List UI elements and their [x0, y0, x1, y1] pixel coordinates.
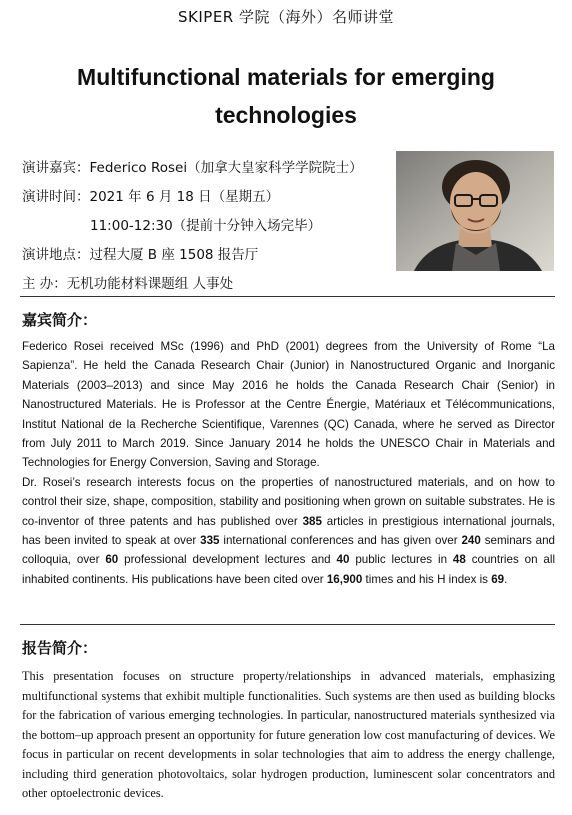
abstract-heading: 报告简介：	[22, 639, 98, 657]
bio-paragraph-2: Dr. Rosei’s research interests focus on the properties of nanostructured materials, and on how to control their size, shape, composition, stability and positioning when grown on suitable substrates. He is co-inventor of three patents and has published over 385 articles in prestigious international journals, has been invited to speak at over 335 international conferences and has given over 240 seminars and colloquia, over 60 professional development lectures and 40 public lectures in 48 countries on all inhabited continents. His publications have been cited over 16,900 times and his H index is 69.	[22, 475, 556, 586]
lecture-title: Multifunctional materials for emerging technologies	[77, 64, 495, 128]
lecture-abstract: This presentation focuses on structure property/relationships in advanced materials, emphasizing multifunctional systems that exhibit multiple functionalities. Such systems are then used as building blocks for the fabrication of various emerging technologies. In particular, nanostructured materials synthesized via the bottom–up approach present an opportunity for future generation low cost manufacturing of devices. We focus in particular on recent developments in solar technologies that aim to address the energy challenge, including third generation photovoltaics, solar hydrogen production, luminescent solar concentrators and other optoelectronic devices.	[22, 669, 555, 800]
articles-count: 385	[302, 514, 322, 528]
speaker-line: 演讲嘉宾：Federico Rosei（加拿大皇家科学学院院士）	[22, 160, 363, 176]
time-detail-line: 11:00-12:30（提前十分钟入场完毕）	[90, 218, 322, 234]
countries-count: 48	[452, 553, 466, 567]
public-lectures-count: 40	[336, 553, 350, 567]
section-divider	[20, 624, 555, 625]
bio-paragraph-1: Federico Rosei received MSc (1996) and PhD (2001) degrees from the University of Rome “La Sapienza”. He held the Canada Research Chair (Junior) in Nanostructured Organic and Inorganic Materials (2003–2013) and since May 2016 he holds the Canada Research Chair (Senior) in Nanostructured Materials. He is Professor at the Centre Énergie, Matériaux et Télécommunications, Institut National de la Recherche Scientifique, Varennes (QC) Canada, where he served as Director from July 2011 to March 2019. Since January 2014 he holds the UNESCO Chair in Materials and Technologies for Energy Conversion, Saving and Storage.	[22, 340, 555, 470]
speaker-bio	[22, 337, 555, 589]
section-divider	[20, 296, 555, 297]
seminars-count: 240	[461, 534, 481, 548]
speaker-portrait-image	[396, 151, 554, 271]
citations-count: 16,900	[326, 572, 363, 586]
time-line: 演讲时间：2021 年 6 月 18 日（星期五）	[22, 189, 280, 205]
host-line: 主 办：无机功能材料课题组 人事处	[22, 276, 234, 292]
bio-heading: 嘉宾简介：	[22, 311, 98, 329]
h-index: 69	[491, 572, 505, 586]
conferences-count: 335	[200, 534, 220, 548]
page-header: SKIPER 学院（海外）名师讲堂	[178, 8, 394, 26]
lecture-info	[22, 154, 392, 299]
lectures-count: 60	[105, 553, 119, 567]
location-line: 演讲地点：过程大厦 B 座 1508 报告厅	[22, 247, 259, 263]
speaker-photo	[396, 151, 554, 271]
